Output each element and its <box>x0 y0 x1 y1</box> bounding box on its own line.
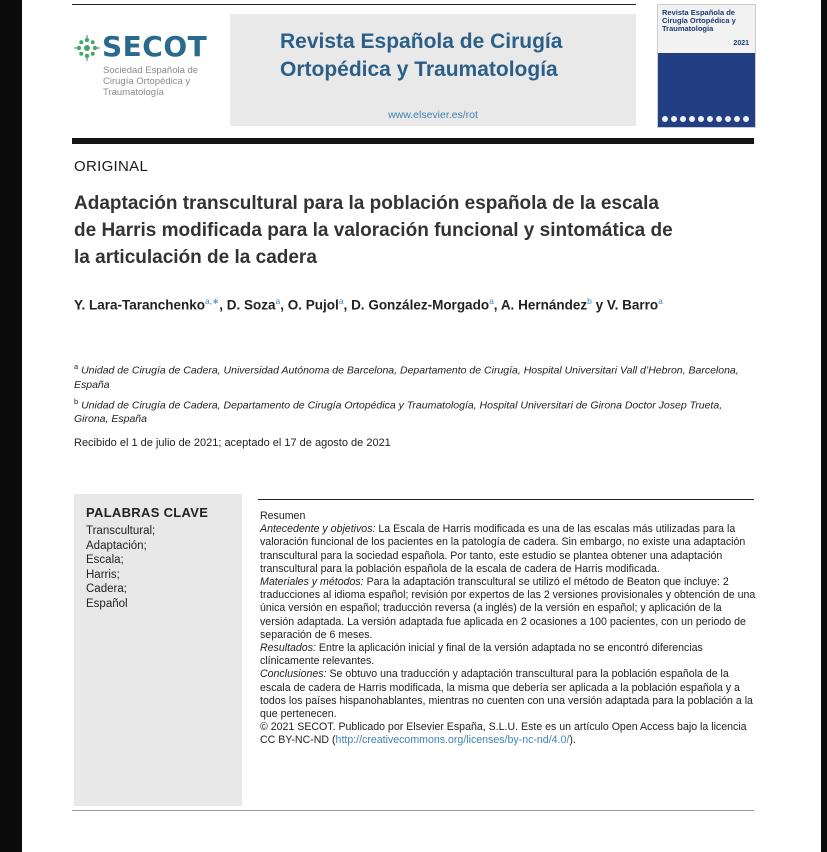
journal-cover-thumbnail <box>657 4 756 128</box>
received-dates: Recibido el 1 de julio de 2021; aceptado el 17 de agosto de 2021 <box>74 437 391 449</box>
author-list: Y. Lara-Taranchenko$^{a,∗}$, D. Soza$^a$, O. Pujol$^a$, D. González-Morgado$^a$, A. Hernández$^b$ y V. Barro$^a$ <box>74 296 663 313</box>
abstract-title: Resumen <box>260 510 306 522</box>
logo-subtitle: Sociedad Española de Cirugía Ortopédica y Traumatología <box>103 65 199 98</box>
journal-url-link[interactable]: www.elsevier.es/rot <box>388 109 478 121</box>
author-affiliation-mark: a <box>338 296 344 306</box>
abstract-section <box>260 668 758 721</box>
keyword-item: Cadera; <box>86 583 127 595</box>
license-text: © 2021 SECOT. Publicado por Elsevier España, S.L.U. Este es un artículo Open Access bajo la licencia CC BY-NC-ND ( <box>260 721 747 747</box>
article-section-label: ORIGINAL <box>74 158 149 175</box>
journal-title-line1: Revista Española de Cirugía <box>280 30 563 53</box>
author-name[interactable]: Y. Lara-Taranchenko <box>74 297 206 313</box>
journal-banner <box>230 14 636 126</box>
keyword-item: Adaptación; <box>86 539 147 552</box>
secot-logo <box>74 30 224 98</box>
author-name[interactable]: A. Hernández <box>500 297 588 313</box>
cover-title: Revista Española de Cirugía Ortopédica y Traumatología <box>662 8 736 33</box>
keyword-item: Español <box>86 597 128 610</box>
author-affiliation-mark: a,∗ <box>205 296 220 306</box>
keyword-item: Transcultural; <box>86 525 156 537</box>
keyword-item: Escala; <box>86 554 124 566</box>
keywords-panel <box>74 494 242 806</box>
affiliation-text: Unidad de Cirugía de Cadera, Departamento de Cirugía Ortopédica y Traumatología, Hospital Universitari de Girona Doctor Josep Trueta, Girona, España <box>74 399 723 425</box>
abstract <box>260 510 758 748</box>
abstract-text: Para la adaptación transcultural se utilizó el método de Beaton que incluye: 2 traducciones al idioma español; revisión por expertos de las 2 versiones provisionales y obtención de una única versión en español; traducción reversa (a inglés) de la versión en español; y aplicación de la versión adaptada. La versión adaptada fue aplicada en 2 ocasiones a 100 pacientes, con un periodo de separación de 6 meses. <box>260 576 756 641</box>
abstract-section <box>260 642 758 668</box>
abstract-text: Se obtuvo una traducción y adaptación transcultural para la población española de la escala de cadera de Harris modificada, la misma que debería ser aplicada a la población española y a todos los países hispanohablantes, mientras no cuenten con una versión adaptada para la población a la que pertenecen. <box>260 668 753 721</box>
abstract-heading: Resultados: <box>260 642 316 655</box>
affiliation-mark: a <box>74 362 79 371</box>
affiliation-text: Unidad de Cirugía de Cadera, Universidad Autónoma de Barcelona, Departamento de Cirugía, Hospital Universitari Vall d’Hebron, Barcelona, España <box>74 364 739 391</box>
header-divider <box>72 138 754 144</box>
author-affiliation-mark: a <box>489 296 494 306</box>
top-rule <box>72 4 636 5</box>
author-name[interactable]: D. González-Morgado <box>351 297 490 313</box>
license-statement <box>260 721 758 747</box>
affiliation-item <box>74 395 754 427</box>
abstract-section <box>260 523 758 576</box>
journal-title <box>280 28 562 84</box>
logo-wordmark: SECOT <box>102 30 208 63</box>
author-affiliation-mark: a <box>658 296 663 306</box>
secot-flower-icon <box>74 35 100 61</box>
bottom-rule <box>72 810 754 811</box>
license-link[interactable]: http://creativecommons.org/licenses/by-nc-nd/4.0/ <box>335 734 570 747</box>
author-name[interactable]: V. Barro <box>606 297 659 313</box>
keyword-item: Harris; <box>86 568 120 581</box>
abstract-heading: Materiales y métodos: <box>260 576 364 589</box>
left-dark-edge <box>0 0 22 852</box>
abstract-heading: Antecedente y objetivos: <box>260 523 376 536</box>
keywords-title: PALABRAS CLAVE <box>86 505 209 520</box>
abstract-section <box>260 576 758 642</box>
right-dark-edge <box>821 0 827 852</box>
journal-title-line2: Ortopédica y Traumatología <box>280 58 558 81</box>
author-affiliation-mark: a <box>275 296 281 306</box>
abstract-heading: Conclusiones: <box>260 668 327 681</box>
abstract-text: Entre la aplicación inicial y final de la versión adaptada no se encontró diferencias clínicamente relevantes. <box>260 642 703 668</box>
keywords-list <box>86 524 155 611</box>
author-name[interactable]: D. Soza <box>226 297 276 313</box>
author-affiliation-mark: b <box>587 296 592 306</box>
license-text-end: ). <box>569 734 576 747</box>
abstract-text: La Escala de Harris modificada es una de las escalas más utilizadas para la valoración funcional de los pacientes en la patología de cadera. Sin embargo, no existe una adaptación transcultural para la sociedad española. Por tanto, este estudio se plantea obtener una adaptación transcultural para la población española de la escala de cadera de Harris modificada. <box>260 523 746 575</box>
abstract-top-rule <box>258 499 754 500</box>
author-name[interactable]: O. Pujol <box>287 297 339 313</box>
cover-logos-strip <box>660 115 753 123</box>
article-title: Adaptación transcultural para la población española de la escala de Harris modificada para la valoración funcional y sintomática de la articulación de la cadera <box>74 193 673 268</box>
cover-year: 2021 <box>733 40 749 47</box>
affiliations <box>74 360 754 429</box>
affiliation-mark: b <box>74 396 79 406</box>
affiliation-item <box>74 360 754 392</box>
